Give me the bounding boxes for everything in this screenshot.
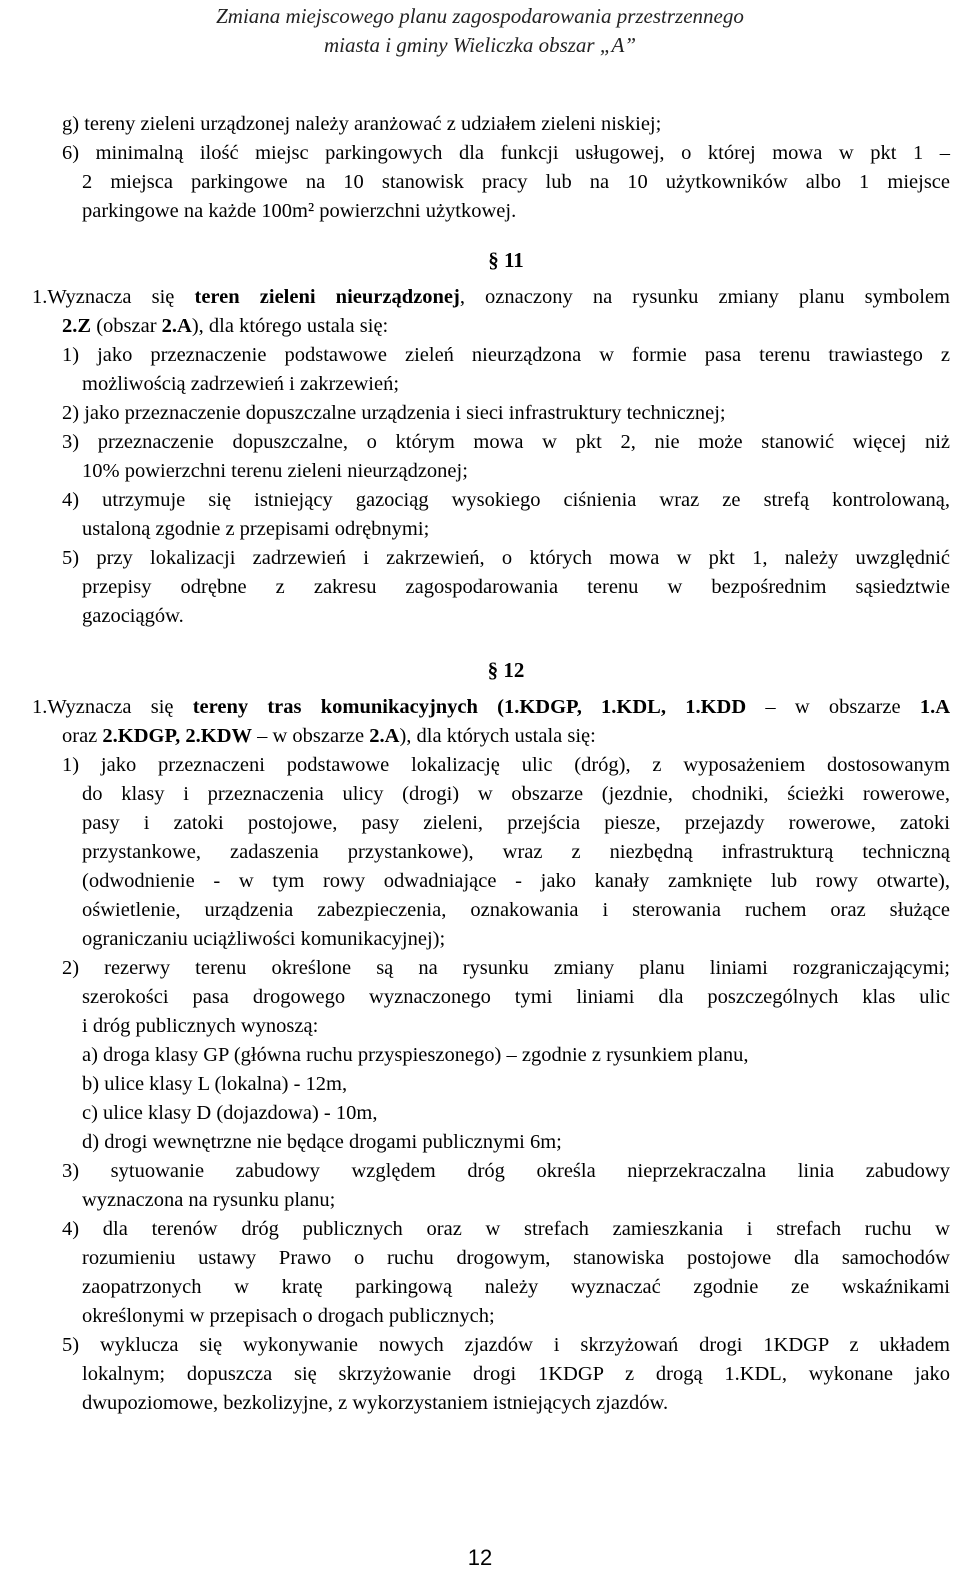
sub-item: b) ulice klasy L (lokalna) - 12m,	[82, 1073, 348, 1095]
section-12-intro: 1.Wyznacza się tereny tras komunikacyjnych (1.KDGP, 1.KDL, 1.KDD – w obszarze 1.A	[32, 696, 950, 718]
list-item-cont: określonymi w przepisach o drogach publicznych;	[82, 1305, 495, 1327]
list-item: 4) dla terenów dróg publicznych oraz w strefach zamieszkania i strefach ruchu w	[62, 1218, 950, 1240]
list-item-cont: lokalnym; dopuszcza się skrzyżowanie drogi 1KDGP z drogą 1.KDL, wykonane jako	[82, 1363, 950, 1385]
list-item: 2) jako przeznaczenie dopuszczalne urządzenia i sieci infrastruktury technicznej;	[62, 402, 726, 424]
section-11-intro: 1.Wyznacza się teren zieleni nieurządzonej, oznaczony na rysunku zmiany planu symbolem	[32, 286, 950, 308]
list-item: 1) jako przeznaczenie podstawowe zieleń nieurządzona w formie pasa terenu trawiastego z	[62, 344, 950, 366]
text-line: parkingowe na każde 100m² powierzchni użytkowej.	[82, 200, 517, 222]
list-item-cont: przystankowe, zadaszenia przystankowe), wraz z niezbędną infrastrukturą techniczną	[82, 841, 950, 863]
list-item: 3) sytuowanie zabudowy względem dróg określa nieprzekraczalna linia zabudowy	[62, 1160, 950, 1182]
list-item: 3) przeznaczenie dopuszczalne, o którym mowa w pkt 2, nie może stanowić więcej niż	[62, 431, 950, 453]
page-number: 12	[467, 1545, 493, 1570]
section-heading-11: § 11	[488, 248, 524, 272]
list-item-cont: 10% powierzchni terenu zieleni nieurządzonej;	[82, 460, 468, 482]
document-header	[0, 2, 960, 60]
list-item-cont: rozumieniu ustawy Prawo o ruchu drogowym, stanowiska postojowe dla samochodów	[82, 1247, 950, 1269]
list-item-cont: oświetlenie, urządzenia zabezpieczenia, oznakowania i sterowania ruchem oraz służące	[82, 899, 950, 921]
header-line-2: miasta i gminy Wieliczka obszar „A”	[323, 33, 637, 57]
sub-item: a) droga klasy GP (główna ruchu przyspieszonego) – zgodnie z rysunkiem planu,	[82, 1044, 749, 1066]
text-line: 2 miejsca parkingowe na 10 stanowisk pracy lub na 10 użytkowników albo 1 miejsce	[82, 171, 950, 193]
list-item-cont: przepisy odrębne z zakresu zagospodarowania terenu w bezpośrednim sąsiedztwie	[82, 576, 950, 598]
list-item-cont: ustaloną zgodnie z przepisami odrębnymi;	[82, 518, 430, 540]
list-item-cont: wyznaczona na rysunku planu;	[82, 1189, 336, 1211]
sub-item: c) ulice klasy D (dojazdowa) - 10m,	[82, 1102, 378, 1124]
list-item-cont: zaopatrzonych w kratę parkingową należy wyznaczać zgodnie ze wskaźnikami	[82, 1276, 950, 1298]
section-11-intro-cont: 2.Z (obszar 2.A), dla którego ustala się:	[62, 315, 389, 337]
list-item-cont: (odwodnienie - w tym rowy odwadniające - jako kanały zamknięte lub rowy otwarte),	[82, 870, 950, 892]
list-item-cont: szerokości pasa drogowego wyznaczonego tymi liniami dla poszczególnych klas ulic	[82, 986, 950, 1008]
list-item-cont: do klasy i przeznaczenia ulicy (drogi) w obszarze (jezdnie, chodniki, ścieżki rowerowe,	[82, 783, 950, 805]
list-item: 5) wyklucza się wykonywanie nowych zjazdów i skrzyżowań drogi 1KDGP z układem	[62, 1334, 950, 1356]
list-item-cont: gazociągów.	[82, 605, 184, 627]
list-item: 1) jako przeznaczeni podstawowe lokalizację ulic (dróg), z wyposażeniem dostosowanym	[62, 754, 950, 776]
list-item: 5) przy lokalizacji zadrzewień i zakrzewień, o których mowa w pkt 1, należy uwzględnić	[62, 547, 950, 569]
list-item-cont: możliwością zadrzewień i zakrzewień;	[82, 373, 400, 395]
list-item: 4) utrzymuje się istniejący gazociąg wysokiego ciśnienia wraz ze strefą kontrolowaną,	[62, 489, 950, 511]
text-line: g) tereny zieleni urządzonej należy aranżować z udziałem zieleni niskiej;	[62, 113, 662, 135]
list-item-cont: pasy i zatoki postojowe, pasy zieleni, przejścia piesze, przejazdy rowerowe, zatoki	[82, 812, 950, 834]
sub-item: d) drogi wewnętrzne nie będące drogami publicznymi 6m;	[82, 1131, 562, 1153]
list-item-cont: dwupoziomowe, bezkolizyjne, z wykorzystaniem istniejących zjazdów.	[82, 1392, 669, 1414]
document-body	[32, 110, 950, 1418]
header-line-1: Zmiana miejscowego planu zagospodarowania przestrzennego	[216, 4, 744, 28]
list-item-cont: ograniczaniu uciążliwości komunikacyjnej);	[82, 928, 446, 950]
list-item-cont: i dróg publicznych wynoszą:	[82, 1015, 319, 1037]
list-item: 2) rezerwy terenu określone są na rysunku zmiany planu liniami rozgraniczającymi;	[62, 957, 950, 979]
section-heading-12: § 12	[487, 658, 525, 682]
section-12-intro-cont: oraz 2.KDGP, 2.KDW – w obszarze 2.A), dla których ustala się:	[62, 725, 596, 747]
text-line: 6) minimalną ilość miejsc parkingowych dla funkcji usługowej, o której mowa w pkt 1 –	[62, 142, 950, 164]
